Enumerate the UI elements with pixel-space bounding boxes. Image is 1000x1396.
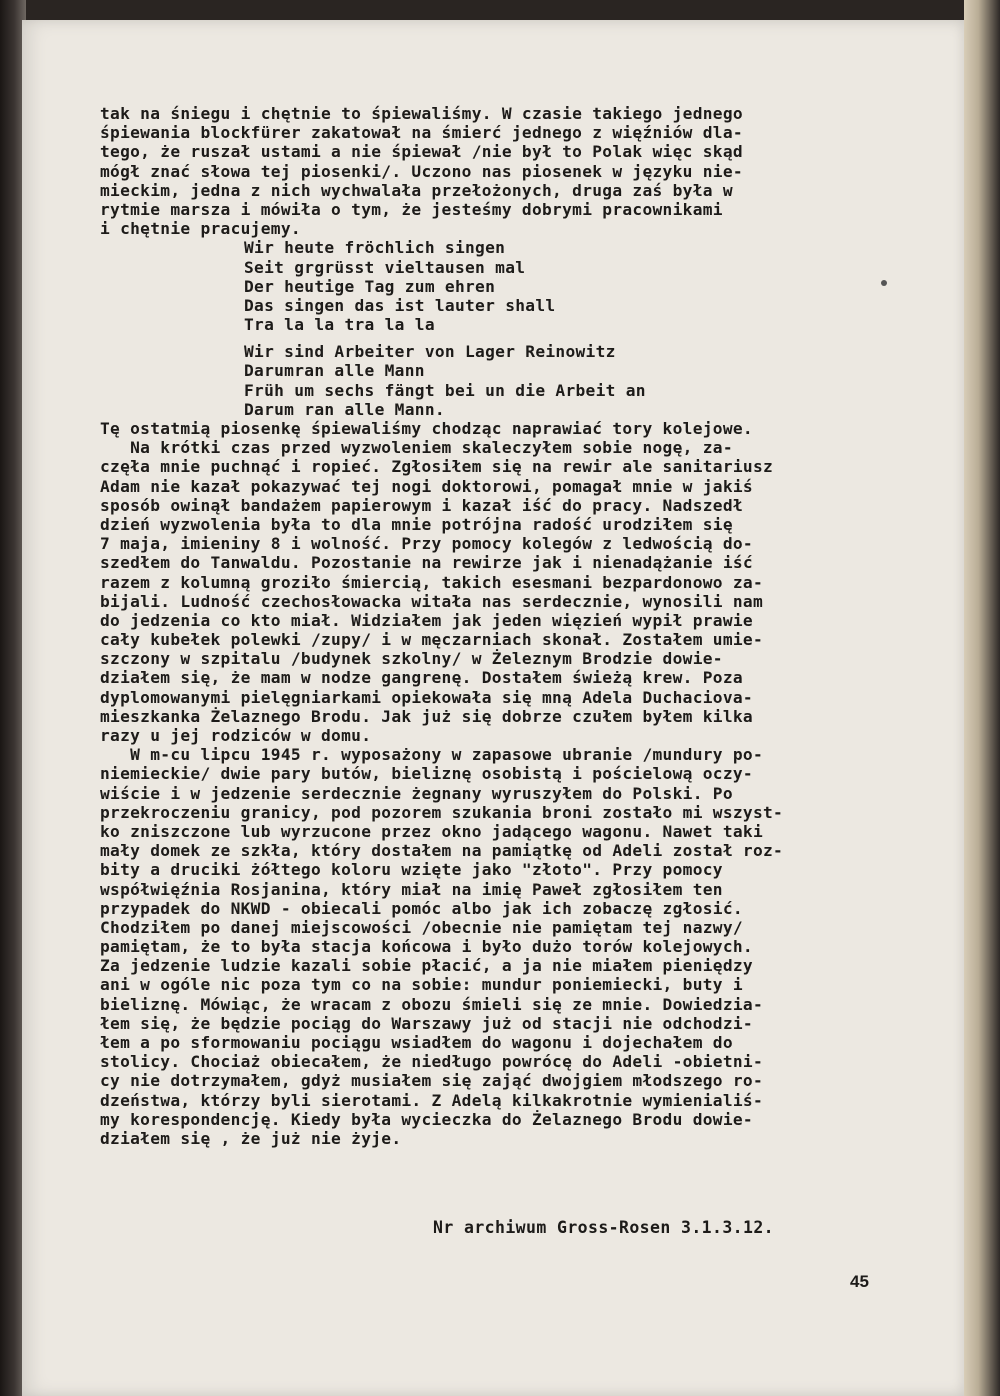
text-line: współwięźnia Rosjanina, który miał na imię Paweł zgłosiłem ten	[100, 879, 723, 899]
text-line: razem z kolumną groziło śmiercią, takich esesmani bezpardonowo za-	[100, 572, 764, 592]
text-line: Seit grgrüsst vieltausen mal	[244, 257, 526, 277]
page-number: 45	[850, 1272, 869, 1291]
body-text	[100, 104, 900, 1148]
text-line: Na krótki czas przed wyzwoleniem skaleczyłem sobie nogę, za-	[100, 438, 733, 458]
text-line: tak na śniegu i chętnie to śpiewaliśmy. W czasie takiego jednego	[100, 104, 743, 123]
text-line: mieszkanka Żelaznego Brodu. Jak już się dobrze czułem byłem kilka	[100, 706, 753, 726]
text-line: tego, że ruszał ustami a nie śpiewał /nie był to Polak więc skąd	[100, 142, 743, 162]
text-line: dzień wyzwolenia była to dla mnie potrójna radość urodziłem się	[100, 514, 733, 534]
text-line: łem a po sformowaniu pociągu wsiadłem do wagonu i dojechałem do	[100, 1033, 733, 1052]
text-line: działem się , że już nie żyje.	[100, 1128, 402, 1148]
text-line: 7 maja, imieniny 8 i wolność. Przy pomocy kolegów z ledwością do-	[100, 534, 753, 554]
text-line: Adam nie kazał pokazywać tej nogi doktorowi, pomagał mnie w jakiś	[100, 476, 753, 496]
text-line: Tę ostatmią piosenkę śpiewaliśmy chodząc naprawiać tory kolejowe.	[100, 419, 753, 438]
text-line: śpiewania blockfürer zakatował na śmierć jednego z więźniów dla-	[100, 123, 743, 143]
text-line: cały kubełek polewki /zupy/ i w męczarniach skonał. Zostałem umie-	[100, 630, 764, 650]
text-line: sposób owinął bandażem papierowym i kazał iść do pracy. Nadszedł	[100, 495, 743, 515]
text-line: mógł znać słowa tej piosenki/. Uczono nas piosenek w języku nie-	[100, 161, 743, 181]
text-line: bieliznę. Mówiąc, że wracam z obozu śmieli się ze mnie. Dowiedzia-	[100, 994, 764, 1014]
text-line: W m-cu lipcu 1945 r. wyposażony w zapasowe ubranie /mundury po-	[100, 745, 764, 765]
text-line: ani w ogóle nic poza tym co na sobie: mundur poniemiecki, buty i	[100, 975, 743, 995]
text-line: Darumran alle Mann	[244, 361, 425, 381]
text-line: dyplomowanymi pielęgniarkami opiekowała się mną Adela Duchaciova-	[100, 687, 753, 707]
text-line: mały domek ze szkła, który dostałem na pamiątkę od Adeli został roz-	[100, 841, 784, 861]
text-line: niemieckie/ dwie pary butów, bieliznę osobistą i pościelową oczy-	[100, 764, 753, 784]
paragraph-1	[100, 104, 900, 238]
text-line: ko zniszczone lub wyrzucone przez okno jadącego wagonu. Nawet taki	[100, 821, 764, 841]
text-line: Za jedzenie ludzie kazali sobie płacić, a ja nie miałem pieniędzy	[100, 956, 753, 976]
text-line: szczony w szpitalu /budynek szkolny/ w Żeleznym Brodzie dowie-	[100, 649, 723, 669]
text-line: rytmie marsza i mówiła o tym, że jesteśmy dobrymi pracownikami	[100, 199, 723, 219]
text-line: Darum ran alle Mann.	[244, 399, 445, 419]
text-line: przypadek do NKWD - obiecali pomóc albo jak ich zobaczę zgłosić.	[100, 898, 743, 918]
text-line: Das singen das ist lauter shall	[244, 295, 556, 315]
text-line: pamiętam, że to była stacja końcowa i było dużo torów kolejowych.	[100, 937, 753, 957]
text-line: dzeństwa, którzy byli sierotami. Z Adelą kilkakrotnie wymienialiś-	[100, 1090, 764, 1110]
paragraph-2	[100, 419, 900, 745]
song-2	[244, 342, 900, 419]
archive-reference: Nr archiwum Gross-Rosen 3.1.3.12.	[433, 1218, 775, 1237]
text-line: razy u jej rodziców w domu.	[100, 726, 372, 745]
song-1	[244, 238, 900, 334]
text-line: działem się, że mam w nodze gangrenę. Dostałem świeżą krew. Poza	[100, 668, 743, 688]
page-edge	[964, 0, 1000, 1396]
text-line: my korespondencję. Kiedy była wycieczka do Żelaznego Brodu dowie-	[100, 1109, 753, 1129]
text-line: łem się, że będzie pociąg do Warszawy już od stacji nie odchodzi-	[100, 1013, 753, 1033]
text-line: Früh um sechs fängt bei un die Arbeit an	[244, 380, 646, 400]
text-line: bity a druciki żółtego koloru wzięte jako "złoto". Przy pomocy	[100, 860, 723, 880]
text-line: wiście i w jedzenie serdecznie żegnany wyruszyłem do Polski. Po	[100, 783, 733, 803]
text-line: Chodziłem po danej miejscowości /obecnie nie pamiętam tej nazwy/	[100, 917, 743, 937]
text-line: Wir heute fröchlich singen	[244, 238, 506, 258]
text-line: bijali. Ludność czechosłowacka witała nas serdecznie, wynosili nam	[100, 591, 764, 611]
text-line: Wir sind Arbeiter von Lager Reinowitz	[244, 342, 616, 362]
paragraph-3	[100, 745, 900, 1148]
text-line: przekroczeniu granicy, pod pozorem szukania broni zostało mi wszyst-	[100, 802, 784, 822]
text-line: i chętnie pracujemy.	[100, 219, 301, 239]
text-line: cy nie dotrzymałem, gdyż musiałem się zająć dwojgiem młodszego ro-	[100, 1071, 764, 1091]
text-line: szedłem do Tanwaldu. Pozostanie na rewirze jak i nienadążanie iść	[100, 553, 753, 573]
text-line: Tra la la tra la la	[244, 315, 435, 335]
text-line: Der heutige Tag zum ehren	[244, 276, 496, 296]
text-line: do jedzenia co kto miał. Widziałem jak jeden więzień wypił prawie	[100, 610, 753, 630]
text-line: stolicy. Chociaż obiecałem, że niedługo powrócę do Adeli -obietni-	[100, 1052, 764, 1072]
text-line: częła mnie puchnąć i ropieć. Zgłosiłem się na rewir ale sanitariusz	[100, 457, 774, 477]
text-line: mieckim, jedna z nich wychwalała przełożonych, druga zaś była w	[100, 180, 733, 200]
